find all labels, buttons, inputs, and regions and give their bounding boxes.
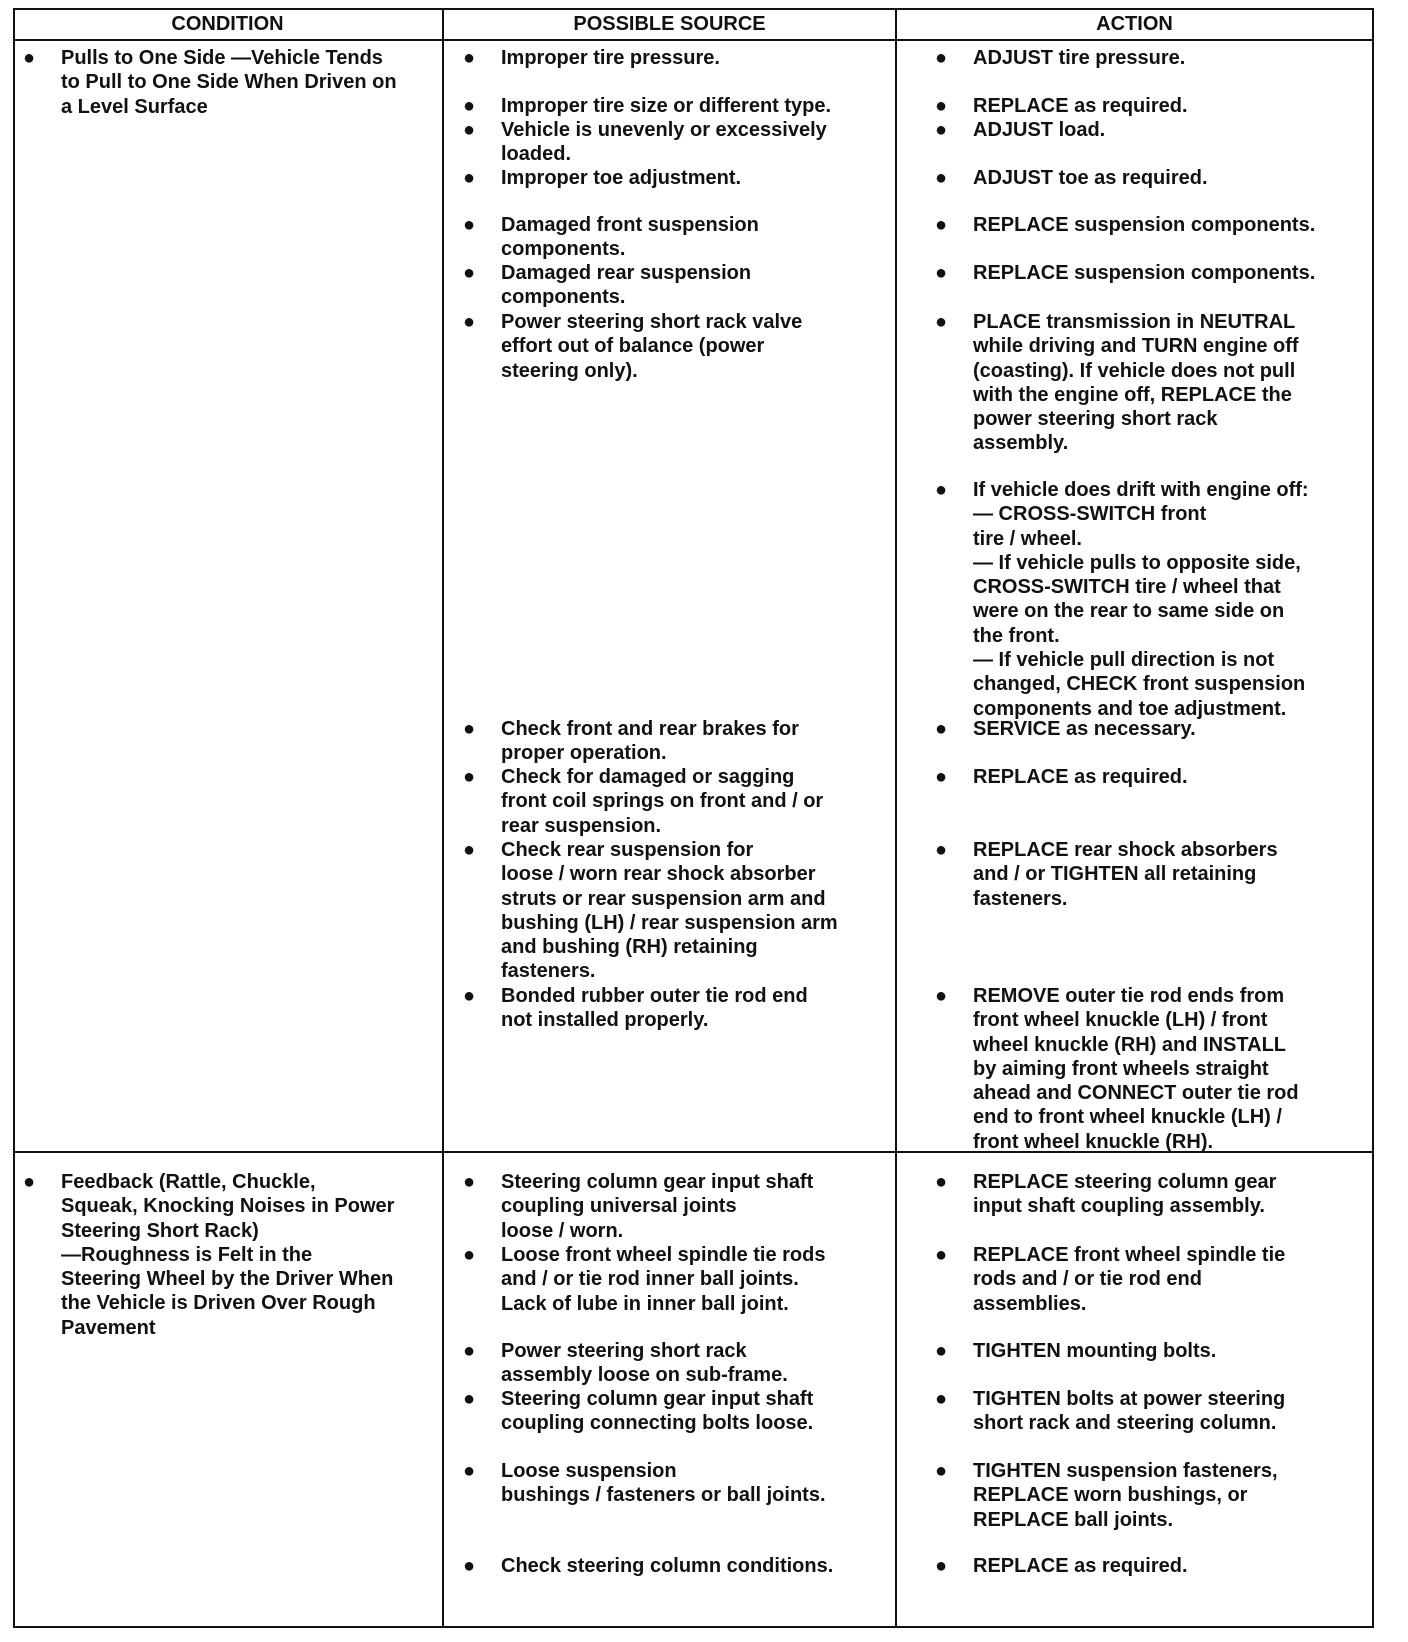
action-item: ● REPLACE steering column gear input shaft coupling assembly.	[935, 1171, 1277, 1218]
source-item: ● Check front and rear brakes for proper operation.	[463, 718, 799, 765]
action-item: ● TIGHTEN mounting bolts.	[935, 1340, 1217, 1362]
source-item: ● Check rear suspension for loose / worn rear shock absorber struts or rear suspension arm and bushing (LH) / rear suspension arm and bushing (RH) retaining fasteners.	[463, 839, 838, 983]
action-item: ● ADJUST toe as required.	[935, 167, 1208, 189]
action-item: ● ADJUST load.	[935, 119, 1106, 141]
condition-pulls-to-one-side: ● Pulls to One Side —Vehicle Tends to Pull to One Side When Driven on a Level Surface	[23, 47, 397, 118]
bullet-icon: ●	[463, 1388, 476, 1410]
bullet-icon: ●	[463, 718, 476, 740]
condition-feedback: ● Feedback (Rattle, Chuckle, Squeak, Knocking Noises in Power Steering Short Rack) —Roughness is Felt in the Steering Wheel by the Driver When the Vehicle is Driven Over Rough Pavement	[23, 1171, 395, 1339]
bullet-icon: ●	[463, 119, 476, 141]
bullet-icon: ●	[463, 1340, 476, 1362]
action-item: ● REPLACE suspension components.	[935, 262, 1316, 284]
action-item: ● TIGHTEN suspension fasteners, REPLACE worn bushings, or REPLACE ball joints.	[935, 1460, 1278, 1531]
bullet-icon: ●	[463, 1460, 476, 1482]
source-item: ● Check for damaged or sagging front coil springs on front and / or rear suspension.	[463, 766, 824, 837]
source-item: ● Bonded rubber outer tie rod end not installed properly.	[463, 985, 808, 1032]
action-item: ● REPLACE front wheel spindle tie rods and / or tie rod end assemblies.	[935, 1244, 1286, 1315]
action-item: ● REPLACE suspension components.	[935, 214, 1316, 236]
source-item: ● Power steering short rack valve effort out of balance (power steering only).	[463, 311, 803, 382]
bullet-icon: ●	[935, 1244, 948, 1266]
source-item: ● Damaged rear suspension components.	[463, 262, 752, 309]
bullet-icon: ●	[463, 47, 476, 69]
bullet-icon: ●	[935, 95, 948, 117]
bullet-icon: ●	[935, 262, 948, 284]
bullet-icon: ●	[935, 1171, 948, 1193]
bullet-icon: ●	[463, 262, 476, 284]
bullet-icon: ●	[935, 167, 948, 189]
action-item: ● PLACE transmission in NEUTRAL while driving and TURN engine off (coasting). If vehicle does not pull with the engine off, REPLACE the power steering short rack assembly.	[935, 311, 1299, 455]
bullet-icon: ●	[463, 985, 476, 1007]
bullet-icon: ●	[463, 95, 476, 117]
bullet-icon: ●	[935, 1340, 948, 1362]
header-action: ACTION	[1096, 13, 1173, 35]
source-item: ● Improper toe adjustment.	[463, 167, 742, 189]
action-item: ● REMOVE outer tie rod ends from front wheel knuckle (LH) / front wheel knuckle (RH) and INSTALL by aiming front wheels straight ahead and CONNECT outer tie rod end to front wheel knuckle (LH) / front wheel knuckle (RH).	[935, 985, 1299, 1153]
action-item: ● TIGHTEN bolts at power steering short rack and steering column.	[935, 1388, 1286, 1435]
action-item: ● REPLACE as required.	[935, 95, 1188, 117]
action-item: ● ADJUST tire pressure.	[935, 47, 1186, 69]
bullet-icon: ●	[935, 985, 948, 1007]
bullet-icon: ●	[463, 1171, 476, 1193]
bullet-icon: ●	[463, 1244, 476, 1266]
bullet-icon: ●	[23, 47, 36, 69]
source-item: ● Improper tire pressure.	[463, 47, 720, 69]
troubleshooting-table	[13, 8, 1374, 1628]
bullet-icon: ●	[463, 167, 476, 189]
source-item: ● Loose front wheel spindle tie rods and / or tie rod inner ball joints. Lack of lube in inner ball joint.	[463, 1244, 826, 1315]
source-item: ● Damaged front suspension components.	[463, 214, 759, 261]
bullet-icon: ●	[935, 214, 948, 236]
bullet-icon: ●	[935, 839, 948, 861]
bullet-icon: ●	[935, 1460, 948, 1482]
bullet-icon: ●	[935, 1388, 948, 1410]
header-possible-source: POSSIBLE SOURCE	[573, 13, 766, 35]
column-border-left	[13, 8, 15, 1628]
source-item: ● Steering column gear input shaft coupling connecting bolts loose.	[463, 1388, 814, 1435]
source-item: ● Power steering short rack assembly loose on sub-frame.	[463, 1340, 788, 1387]
source-item: ● Loose suspension bushings / fasteners or ball joints.	[463, 1460, 826, 1507]
bullet-icon: ●	[935, 47, 948, 69]
column-divider-1	[442, 8, 444, 1628]
column-border-right	[1372, 8, 1374, 1628]
bullet-icon: ●	[935, 311, 948, 333]
table-border-bottom	[13, 1626, 1374, 1628]
bullet-icon: ●	[935, 119, 948, 141]
header-condition: CONDITION	[171, 13, 284, 35]
action-item: ● SERVICE as necessary.	[935, 718, 1196, 740]
bullet-icon: ●	[463, 839, 476, 861]
action-item: ● REPLACE as required.	[935, 766, 1188, 788]
action-item: ● REPLACE as required.	[935, 1555, 1188, 1577]
bullet-icon: ●	[463, 1555, 476, 1577]
bullet-icon: ●	[463, 766, 476, 788]
bullet-icon: ●	[935, 1555, 948, 1577]
source-item: ● Improper tire size or different type.	[463, 95, 832, 117]
source-item: ● Vehicle is unevenly or excessively loaded.	[463, 119, 827, 166]
bullet-icon: ●	[23, 1171, 36, 1193]
action-item: ● REPLACE rear shock absorbers and / or TIGHTEN all retaining fasteners.	[935, 839, 1278, 910]
bullet-icon: ●	[935, 766, 948, 788]
bullet-icon: ●	[935, 479, 948, 501]
action-item: ● If vehicle does drift with engine off: — CROSS-SWITCH front tire / wheel. — If vehicle pulls to opposite side, CROSS-SWITCH tire / wheel that were on the rear to same side on the front. — If vehicle pull direction is not changed, CHECK front suspension components and toe adjustment.	[935, 479, 1309, 720]
source-item: ● Steering column gear input shaft coupling universal joints loose / worn.	[463, 1171, 814, 1242]
bullet-icon: ●	[935, 718, 948, 740]
source-item: ● Check steering column conditions.	[463, 1555, 834, 1577]
bullet-icon: ●	[463, 214, 476, 236]
bullet-icon: ●	[463, 311, 476, 333]
